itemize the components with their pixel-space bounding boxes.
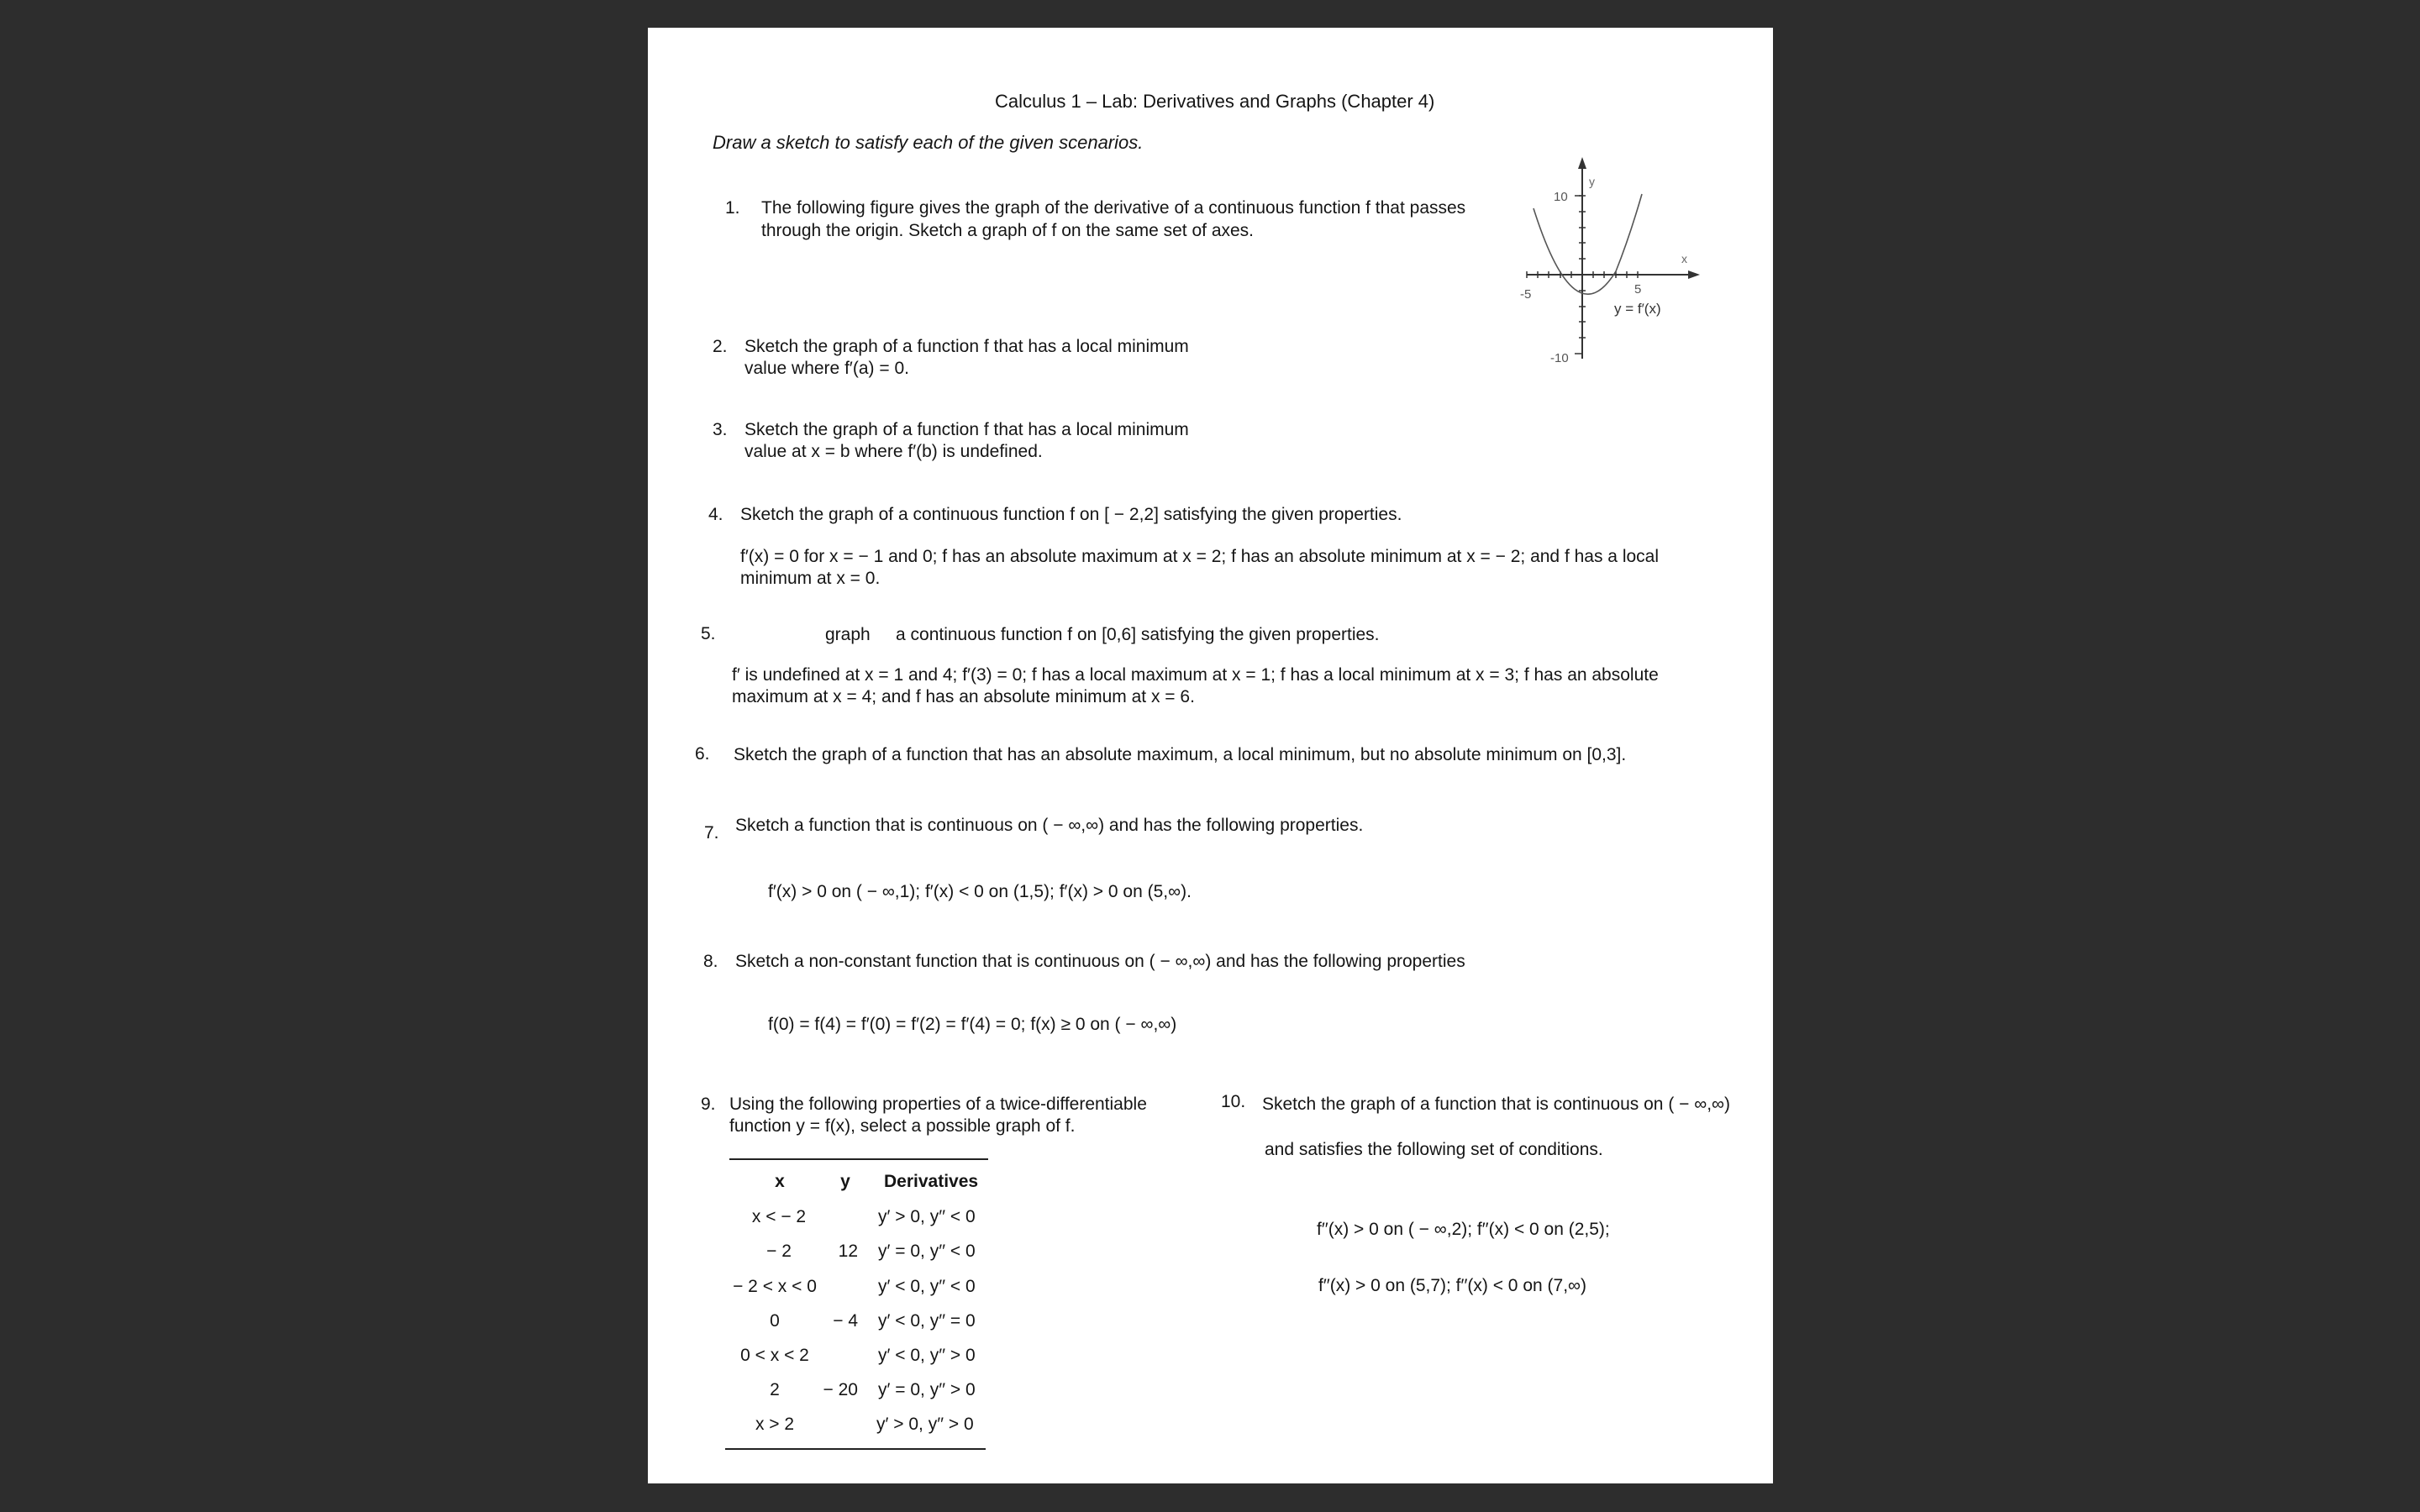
problem-1-number: 1. [725,198,740,218]
problem-2-number: 2. [713,337,728,356]
table-header-y: y [840,1172,850,1191]
problem-8-line-1: Sketch a non-constant function that is continuous on ( − ∞,∞) and has the following properties [735,952,1465,971]
problem-9-line-1: Using the following properties of a twice-differentiable [729,1095,1147,1114]
problem-4-line-2: f′(x) = 0 for x = − 1 and 0; f has an absolute maximum at x = 2; f has an absolute minimum at x = − 2; and f has a local [740,547,1660,566]
problem-8-conditions: f(0) = f(4) = f′(0) = f′(2) = f′(4) = 0; f(x) ≥ 0 on ( − ∞,∞) [768,1015,1177,1034]
problem-10-condition-2: f′′(x) > 0 on (5,7); f′′(x) < 0 on (7,∞) [1318,1276,1586,1295]
problem-5-word-graph: graph [825,625,871,644]
table-bottom-border [725,1448,986,1450]
problem-7-number: 7. [704,823,719,843]
problem-1-line-2: through the origin. Sketch a graph of f on the same set of axes. [761,221,1255,240]
x-axis-label: x [1681,252,1687,265]
problem-7-line-1: Sketch a function that is continuous on ( − ∞,∞) and has the following properties. [735,816,1364,835]
problem-2-line-2: value where f′(a) = 0. [744,359,909,378]
problem-4-number: 4. [708,505,723,524]
problem-6-line-1: Sketch the graph of a function that has an absolute maximum, a local minimum, but no absolute minimum on [0,3]. [734,745,1627,764]
problem-4-line-3: minimum at x = 0. [740,569,881,588]
x-label-neg5: -5 [1520,287,1532,302]
problem-10-number: 10. [1221,1092,1246,1111]
table-header-x: x [775,1172,785,1191]
problem-4-line-1: Sketch the graph of a continuous function f on [ − 2,2] satisfying the given properties. [740,505,1402,524]
f-prime-curve [1534,194,1642,294]
curve-label: y = f′(x) [1614,301,1661,317]
problem-6-number: 6. [695,744,710,764]
problem-5-line-1: a continuous function f on [0,6] satisfying the given properties. [896,625,1380,644]
x-axis-arrow [1688,270,1700,279]
problem-3-line-2: value at x = b where f′(b) is undefined. [744,442,1043,461]
table-top-border [729,1158,988,1160]
problem-7-conditions: f′(x) > 0 on ( − ∞,1); f′(x) < 0 on (1,5); f′(x) > 0 on (5,∞). [768,882,1192,901]
problem-3-line-1: Sketch the graph of a function f that has a local minimum [744,420,1189,439]
table-header-derivatives: Derivatives [884,1172,979,1191]
instructions: Draw a sketch to satisfy each of the given scenarios. [713,132,1144,153]
problem-1-line-1: The following figure gives the graph of the derivative of a continuous function f that passes [761,198,1466,218]
y-label-neg10: -10 [1550,351,1569,365]
derivative-graph [1503,145,1705,389]
problem-2-line-1: Sketch the graph of a function f that has a local minimum [744,337,1189,356]
problem-9-number: 9. [701,1095,716,1114]
problem-5-line-2: f′ is undefined at x = 1 and 4; f′(3) = 0; f has a local maximum at x = 1; f has a local minimum at x = 3; f has an absolute [732,665,1659,685]
problem-5-line-3: maximum at x = 4; and f has an absolute minimum at x = 6. [732,687,1195,706]
problem-9-line-2: function y = f(x), select a possible graph of f. [729,1116,1076,1136]
x-label-5: 5 [1634,282,1642,297]
problem-10-line-1: Sketch the graph of a function that is continuous on ( − ∞,∞) [1262,1095,1731,1114]
page-title: Calculus 1 – Lab: Derivatives and Graphs (Chapter 4) [995,91,1435,112]
problem-10-condition-1: f′′(x) > 0 on ( − ∞,2); f′′(x) < 0 on (2,5); [1317,1220,1610,1239]
problem-3-number: 3. [713,420,728,439]
worksheet-page: Calculus 1 – Lab: Derivatives and Graphs (Chapter 4) Draw a sketch to satisfy each of the given scenarios. 1. The following figure gives the graph of the derivative of a continuous function f that passes through the origin. Sketch a graph of f on the same set of axes. 10 -10 y x -5 5 y = f′(x) 2. Sketch the graph of a function f that has a local minimum value where f′(a) = 0. 3. Sketch the graph of a function f that has a local minimum value at x = b where f′(b) is undefined. 4. Sketch the graph of a continuous function f on [ − 2,2] satisfying the given properties. f′(x) = 0 for x = − 1 and 0; f has an absolute maximum at x = 2; f has an absolute minimum at x = − 2; and f has a local minimum at x = 0. 5. graph a continuous function f on [0,6] satisfying the given properties. f′ is undefined at x = 1 and 4; f′(3) = 0; f has a local maximum at x = 1; f has a local minimum at x = 3; f has an absolute maximum at x = 4; and f has an absolute minimum at x = 6. 6. Sketch the graph of a function that has an absolute maximum, a local minimum, but no absolute minimum on [0,3]. 7. Sketch a function that is continuous on ( − ∞,∞) and has the following properties. f′(x) > 0 on ( − ∞,1); f′(x) < 0 on (1,5); f′(x) > 0 on (5,∞). 8. Sketch a non-constant function that is continuous on ( − ∞,∞) and has the following properties f(0) = f(4) = f′(0) = f′(2) = f′(4) = 0; f(x) ≥ 0 on ( − ∞,∞) 9. Using the following properties of a twice-differentiable function y = f(x), select a possible graph of f. x y Derivatives x < − 2 y′ > 0, y′′ < 0 − 2 12 y′ = 0, y′′ < 0 − 2 < x < 0 y′ < 0, y′′ < 0 0 − 4 y′ < 0, y′′ = 0 0 < x < 2 y′ < 0, y′′ > 0 2 − 20 y′ = 0, y′′ > 0 x > 2 y′ > 0, y′′ > 0 10. Sketch the graph of a function that is continuous on ( − ∞,∞) and satisfies the following set of conditions. f′′(x) > 0 on ( − ∞,2); f′′(x) < 0 on (2,5); f′′(x) > 0 on (5,7); f′′(x) < 0 on (7,∞) [648,28,1773,1483]
y-axis-label: y [1589,175,1595,188]
y-axis-arrow [1578,157,1586,169]
problem-5-number: 5. [701,624,716,643]
problem-8-number: 8. [703,952,718,971]
y-label-10: 10 [1554,190,1568,204]
problem-10-line-2: and satisfies the following set of conditions. [1265,1140,1603,1159]
